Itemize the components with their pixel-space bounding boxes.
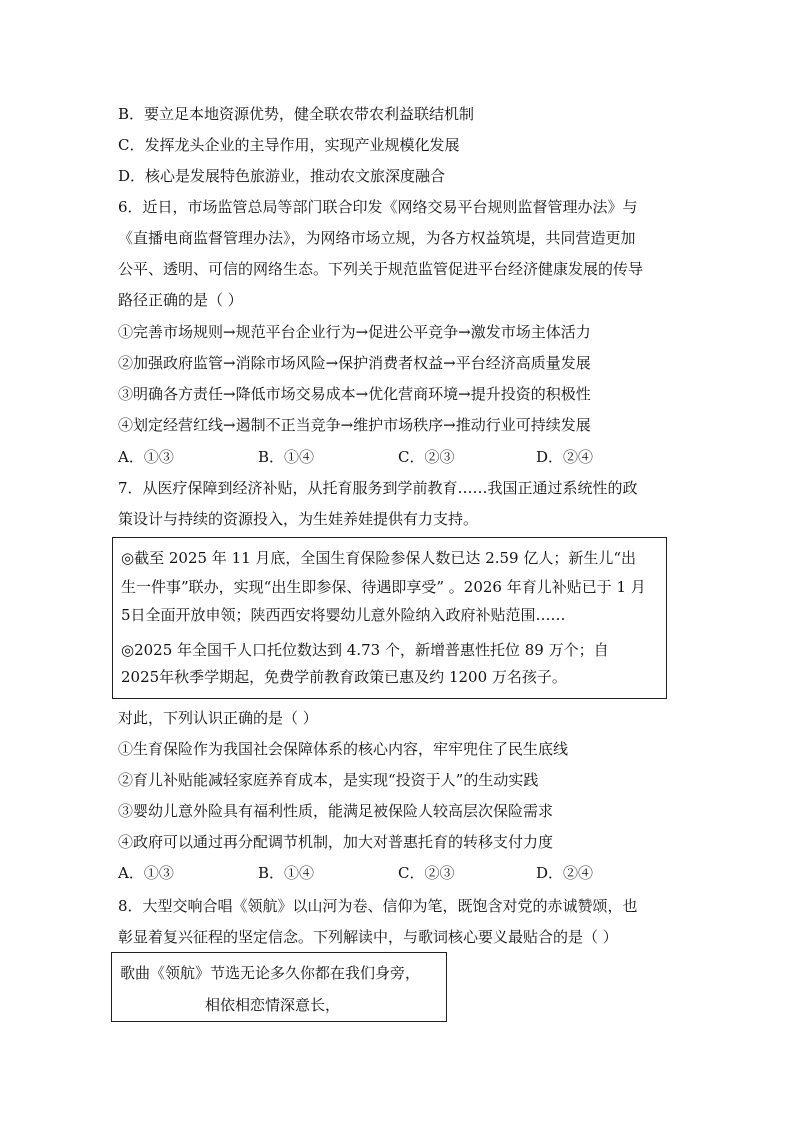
q7-box-line-3: 5日全面开放申领；陕西西安将婴幼儿意外险纳入政府补贴范围…… bbox=[121, 606, 566, 624]
q6-item-2: ②加强政府监管→消除市场风险→保护消费者权益→平台经济高质量发展 bbox=[118, 354, 591, 372]
q7-choice-c: C．②③ bbox=[398, 864, 455, 882]
q8-stem-line-2: 彰显着复兴征程的坚定信念。下列解读中，与歌词核心要义最贴合的是（ ） bbox=[118, 928, 618, 946]
q7-material-box bbox=[112, 537, 667, 699]
q6-choice-b: B．①④ bbox=[258, 448, 315, 466]
q7-item-4: ④政府可以通过再分配调节机制，加大对普惠托育的转移支付力度 bbox=[118, 833, 554, 851]
q6-stem-line-1: 6．近日，市场监管总局等部门联合印发《网络交易平台规则监督管理办法》与 bbox=[118, 198, 638, 216]
q8-stem-line-1: 8．大型交响合唱《领航》以山河为卷、信仰为笔，既饱含对党的赤诚赞颂，也 bbox=[118, 897, 638, 915]
q5-option-c: C．发挥龙头企业的主导作用，实现产业规模化发展 bbox=[118, 136, 460, 154]
q7-box-line-4: ◎2025 年全国千人口托位数达到 4.73 个，新增普惠性托位 89 万个；自 bbox=[121, 641, 609, 659]
q6-stem-line-3: 公平、透明、可信的网络生态。下列关于规范监管促进平台经济健康发展的传导 bbox=[118, 260, 644, 278]
q8-lyrics-box bbox=[111, 952, 447, 1022]
q7-box-line-5: 2025年秋季学期起，免费学前教育政策已惠及约 1200 万名孩子。 bbox=[121, 668, 567, 686]
q7-stem-line-2: 策设计与持续的资源投入，为生娃养娃提供有力支持。 bbox=[118, 510, 479, 528]
q7-choice-d: D．②④ bbox=[536, 864, 594, 882]
q7-choice-b: B．①④ bbox=[258, 864, 315, 882]
q6-choice-c: C．②③ bbox=[398, 448, 455, 466]
q5-option-b: B．要立足本地资源优势，健全联农带农利益联结机制 bbox=[118, 105, 475, 123]
q7-item-1: ①生育保险作为我国社会保障体系的核心内容，牢牢兜住了民生底线 bbox=[118, 740, 569, 758]
q7-stem-line-1: 7．从医疗保障到经济补贴，从托育服务到学前教育……我国正通过系统性的政 bbox=[118, 479, 638, 497]
q6-stem-line-2: 《直播电商监督管理办法》，为网络市场立规，为各方权益筑堤，共同营造更加 bbox=[118, 229, 636, 247]
q6-stem-line-4: 路径正确的是（ ） bbox=[118, 291, 243, 309]
q8-lyrics-line-2: 相依相恋情深意长， bbox=[205, 996, 341, 1014]
q6-item-3: ③明确各方责任→降低市场交易成本→优化营商环境→提升投资的积极性 bbox=[118, 385, 591, 403]
q7-item-2: ②育儿补贴能减轻家庭养育成本，是实现“投资于人”的生动实践 bbox=[118, 771, 539, 789]
q6-item-1: ①完善市场规则→规范平台企业行为→促进公平竞争→激发市场主体活力 bbox=[118, 323, 591, 341]
q7-box-line-1: ◎截至 2025 年 11 月底，全国生育保险参保人数已达 2.59 亿人；新生儿“出 bbox=[121, 549, 637, 567]
q7-box-line-2: 生一件事”联办，实现“出生即参保、待遇即享受” 。2026 年育儿补贴已于 1 月 bbox=[121, 578, 646, 596]
q6-item-4: ④划定经营红线→遏制不正当竞争→维护市场秩序→推动行业可持续发展 bbox=[118, 416, 591, 434]
q7-choice-a: A．①③ bbox=[118, 864, 174, 882]
q5-option-d: D．核心是发展特色旅游业，推动农文旅深度融合 bbox=[118, 167, 446, 185]
q8-lyrics-line-1: 歌曲《领航》节选无论多久你都在我们身旁， bbox=[120, 964, 421, 982]
q6-choice-a: A．①③ bbox=[118, 448, 174, 466]
q7-ask: 对此，下列认识正确的是（ ） bbox=[118, 709, 318, 727]
q7-item-3: ③婴幼儿意外险具有福利性质，能满足被保险人较高层次保险需求 bbox=[118, 802, 554, 820]
q6-choice-d: D．②④ bbox=[536, 448, 594, 466]
